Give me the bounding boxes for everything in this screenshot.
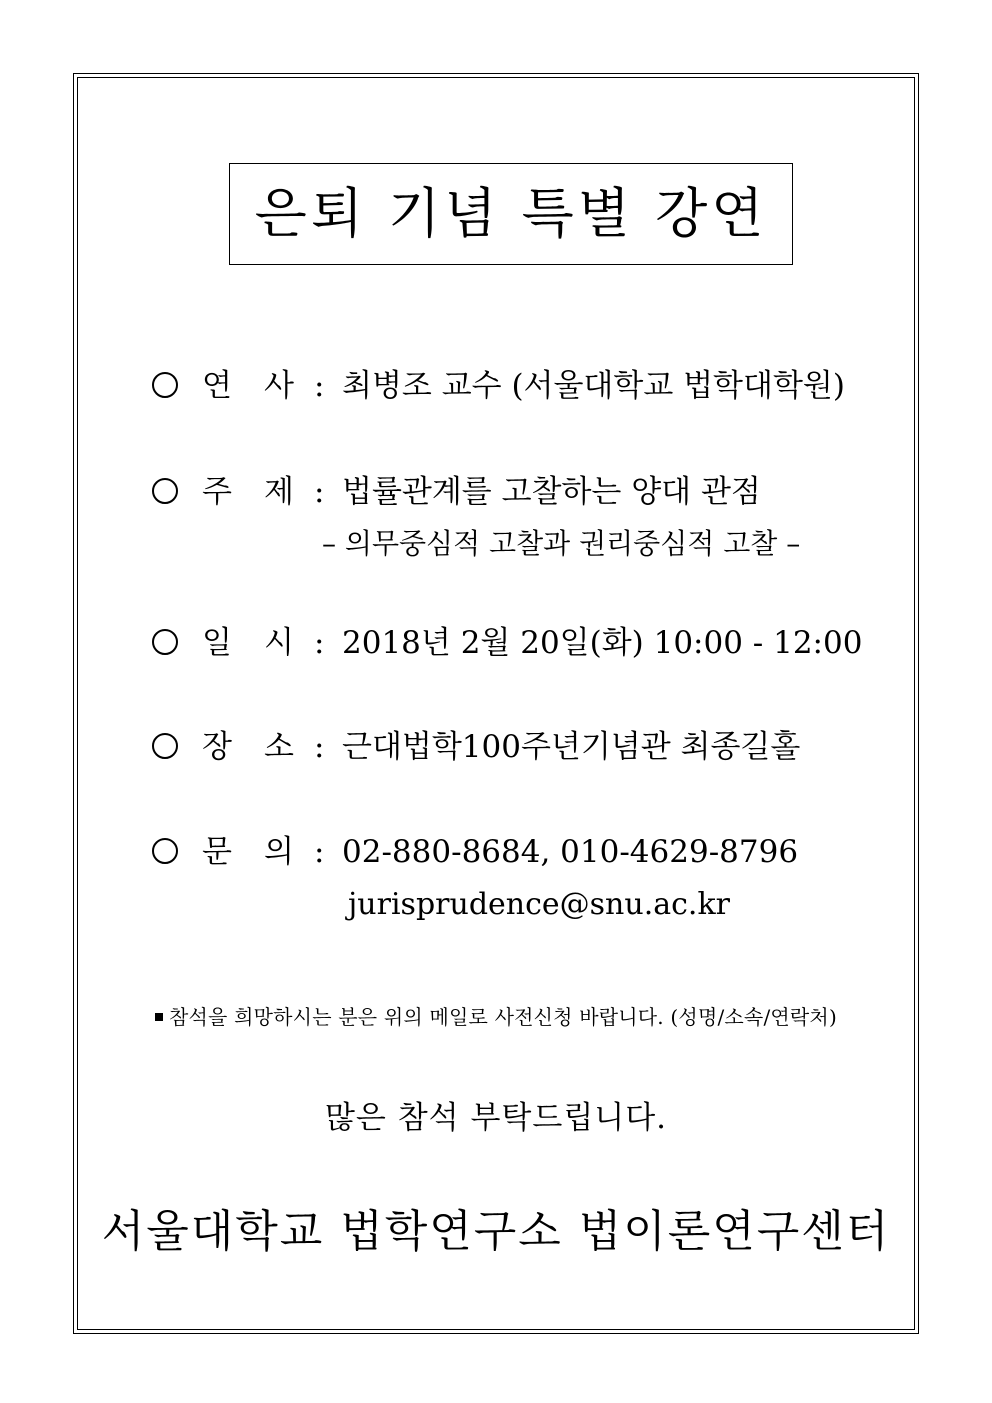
circle-bullet-icon [152,838,178,864]
venue-colon: : [314,729,325,765]
circle-bullet-icon [152,478,178,504]
contact-phone: 02-880-8684, 010-4629-8796 [342,834,799,870]
venue-label-1: 장 [202,729,232,765]
venue-label-2: 소 [264,729,294,765]
speaker-label-1: 연 [202,368,232,404]
topic-colon: : [314,474,325,510]
registration-notice [155,1003,837,1031]
topic-label-1: 주 [202,474,232,510]
square-bullet-icon [155,1013,163,1021]
venue-value: 근대법학100주년기념관 최종길홀 [342,729,801,765]
notice-text: 참석을 희망하시는 분은 위의 메일로 사전신청 바랍니다. (성명/소속/연락처) [169,1005,837,1029]
title-box [229,163,793,265]
datetime-value: 2018년 2월 20일(화) 10:00 - 12:00 [342,625,863,661]
organization-name: 서울대학교 법학연구소 법이론연구센터 [101,1206,891,1257]
contact-email: jurisprudence@snu.ac.kr [348,887,730,922]
contact-label-1: 문 [202,834,232,870]
contact-label-2: 의 [264,834,294,870]
datetime-colon: : [314,625,325,661]
topic-subtitle: – 의무중심적 고찰과 권리중심적 고찰 – [322,527,801,560]
page-title: 은퇴 기념 특별 강연 [254,182,768,245]
circle-bullet-icon [152,733,178,759]
speaker-colon: : [314,368,325,404]
closing-message: 많은 참석 부탁드립니다. [324,1100,668,1136]
datetime-label-2: 시 [264,625,294,661]
circle-bullet-icon [152,372,178,398]
topic-value: 법률관계를 고찰하는 양대 관점 [342,474,761,510]
speaker-label-2: 사 [264,368,294,404]
topic-label-2: 제 [264,474,294,510]
contact-colon: : [314,834,325,870]
speaker-value: 최병조 교수 (서울대학교 법학대학원) [342,368,845,404]
circle-bullet-icon [152,629,178,655]
datetime-label-1: 일 [202,625,232,661]
